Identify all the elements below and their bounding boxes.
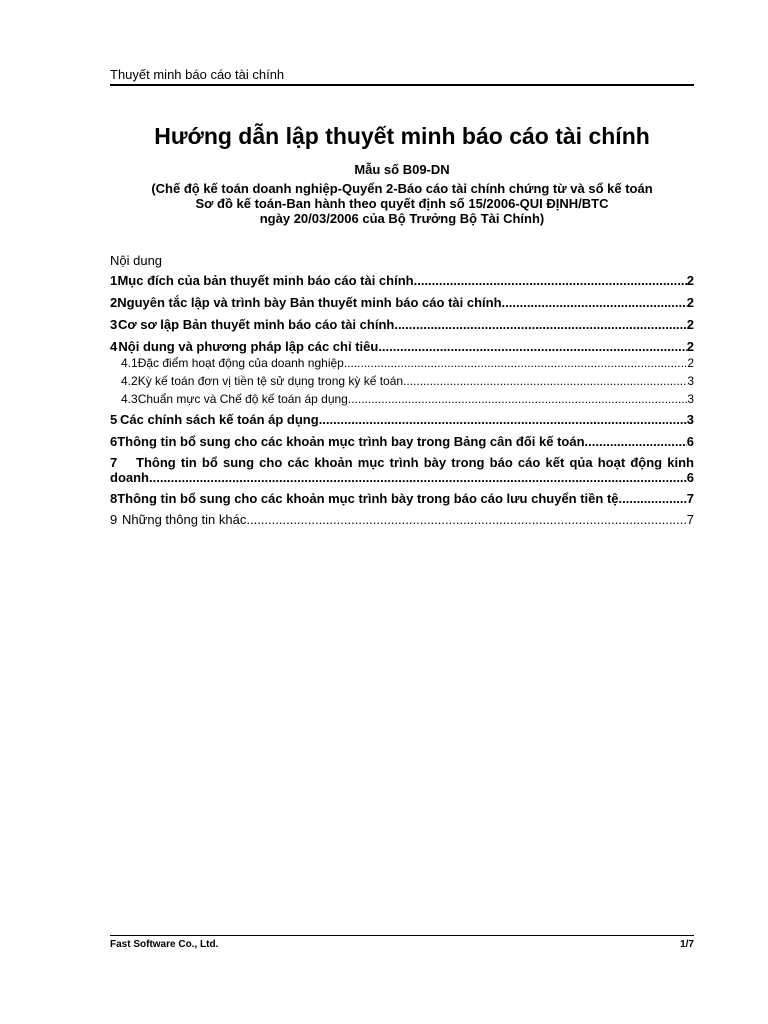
dot-leader — [378, 339, 686, 354]
toc-heading: Nội dung — [110, 253, 163, 268]
toc-page-number: 2 — [686, 317, 694, 332]
toc-title: Những thông tin khác — [122, 512, 247, 527]
toc-title: Kỳ kế toán đơn vị tiền tệ sử dụng trong kỳ kế toán — [137, 374, 404, 388]
toc-page-number: 3 — [686, 412, 694, 427]
toc-title: Nguyên tắc lập và trình bày Bản thuyết minh báo cáo tài chính — [117, 295, 502, 310]
toc-title: Mục đích của bản thuyết minh báo cáo tài chính — [117, 273, 414, 288]
subtitle-line: (Chế độ kế toán doanh nghiệp-Quyển 2-Báo cáo tài chính chứng từ và sổ kế toán — [151, 181, 653, 196]
toc-entry-3[interactable] — [110, 317, 694, 334]
toc-entry-4-3[interactable] — [110, 392, 694, 409]
toc-line — [110, 455, 694, 470]
dot-leader — [344, 356, 687, 370]
toc-number: 5 — [110, 412, 118, 427]
dot-leader — [394, 317, 686, 332]
toc-number: 9 — [110, 512, 118, 527]
toc-number: 4 — [110, 339, 118, 354]
dot-leader — [619, 491, 687, 506]
toc-page-number: 3 — [687, 392, 694, 406]
toc-page-number: 6 — [686, 434, 694, 449]
toc-line — [110, 470, 694, 485]
toc-entry-6[interactable] — [110, 434, 694, 451]
toc-title: Cơ sơ lập Bản thuyết minh báo cáo tài chính — [117, 317, 395, 332]
toc-entry-1[interactable] — [110, 273, 694, 290]
dot-leader — [149, 470, 687, 485]
toc-entry-4-2[interactable] — [110, 374, 694, 391]
dot-leader — [319, 412, 687, 427]
toc-entry-7[interactable] — [110, 455, 694, 485]
toc-number: 6 — [110, 434, 118, 449]
toc-title-continued: doanh — [110, 470, 149, 485]
running-header: Thuyết minh báo cáo tài chính — [110, 67, 285, 82]
toc-entry-8[interactable] — [110, 491, 694, 508]
toc-entry-9[interactable] — [110, 512, 694, 529]
toc-title: Nội dung và phương pháp lập các chỉ tiêu — [118, 339, 379, 354]
toc-title: Đặc điểm hoạt động của doanh nghiệp — [137, 356, 344, 370]
toc-number: 7 — [110, 455, 118, 470]
toc-number: 4.3 — [121, 392, 138, 406]
toc-title: Thông tin bổ sung cho các khoản mục trình bày trong báo cáo kết qủa hoạt động kinh — [136, 455, 694, 470]
toc-page-number: 2 — [686, 295, 694, 310]
toc-number: 1 — [110, 273, 118, 288]
toc-number: 4.2 — [121, 374, 138, 388]
toc-page-number: 2 — [687, 356, 694, 370]
dot-leader — [414, 273, 687, 288]
toc-number: 8 — [110, 491, 118, 506]
toc-page-number: 7 — [686, 491, 694, 506]
toc-title: Chuẩn mực và Chế độ kế toán áp dụng — [137, 392, 348, 406]
subtitle-line: Sơ đồ kế toán-Ban hành theo quyết định số 15/2006-QUI ĐỊNH/BTC — [195, 196, 609, 211]
toc-page-number: 3 — [687, 374, 694, 388]
toc-title: Các chính sách kế toán áp dụng — [120, 412, 319, 427]
footer-company: Fast Software Co., Ltd. — [110, 939, 219, 950]
document-title: Hướng dẫn lập thuyết minh báo cáo tài chính — [154, 123, 650, 149]
toc-page-number: 2 — [686, 273, 694, 288]
toc-entry-5[interactable] — [110, 412, 694, 429]
toc-number: 2 — [110, 295, 118, 310]
header-divider — [110, 84, 694, 86]
toc-title: Thông tin bổ sung cho các khoản mục trình bay trong Bảng cân đối kế toán — [117, 434, 585, 449]
toc-title: Thông tin bổ sung cho các khoản mục trình bày trong báo cáo lưu chuyển tiền tệ — [117, 491, 619, 506]
dot-leader — [246, 512, 686, 527]
form-number: Mẫu số B09-DN — [354, 162, 450, 177]
toc-entry-2[interactable] — [110, 295, 694, 312]
toc-page-number: 2 — [686, 339, 694, 354]
toc-page-number: 6 — [686, 470, 694, 485]
toc-number: 3 — [110, 317, 118, 332]
dot-leader — [348, 392, 687, 406]
subtitle-line: ngày 20/03/2006 của Bộ Trưởng Bộ Tài Chính) — [259, 211, 545, 226]
toc-page-number: 7 — [686, 512, 694, 527]
toc-entry-4[interactable] — [110, 339, 694, 356]
document-subtitle — [110, 181, 694, 226]
toc-entry-4-1[interactable] — [110, 356, 694, 373]
toc-number: 4.1 — [121, 356, 138, 370]
dot-leader — [585, 434, 687, 449]
dot-leader — [403, 374, 687, 388]
footer-page-indicator: 1/7 — [680, 939, 694, 950]
footer-divider — [110, 935, 694, 936]
dot-leader — [502, 295, 687, 310]
